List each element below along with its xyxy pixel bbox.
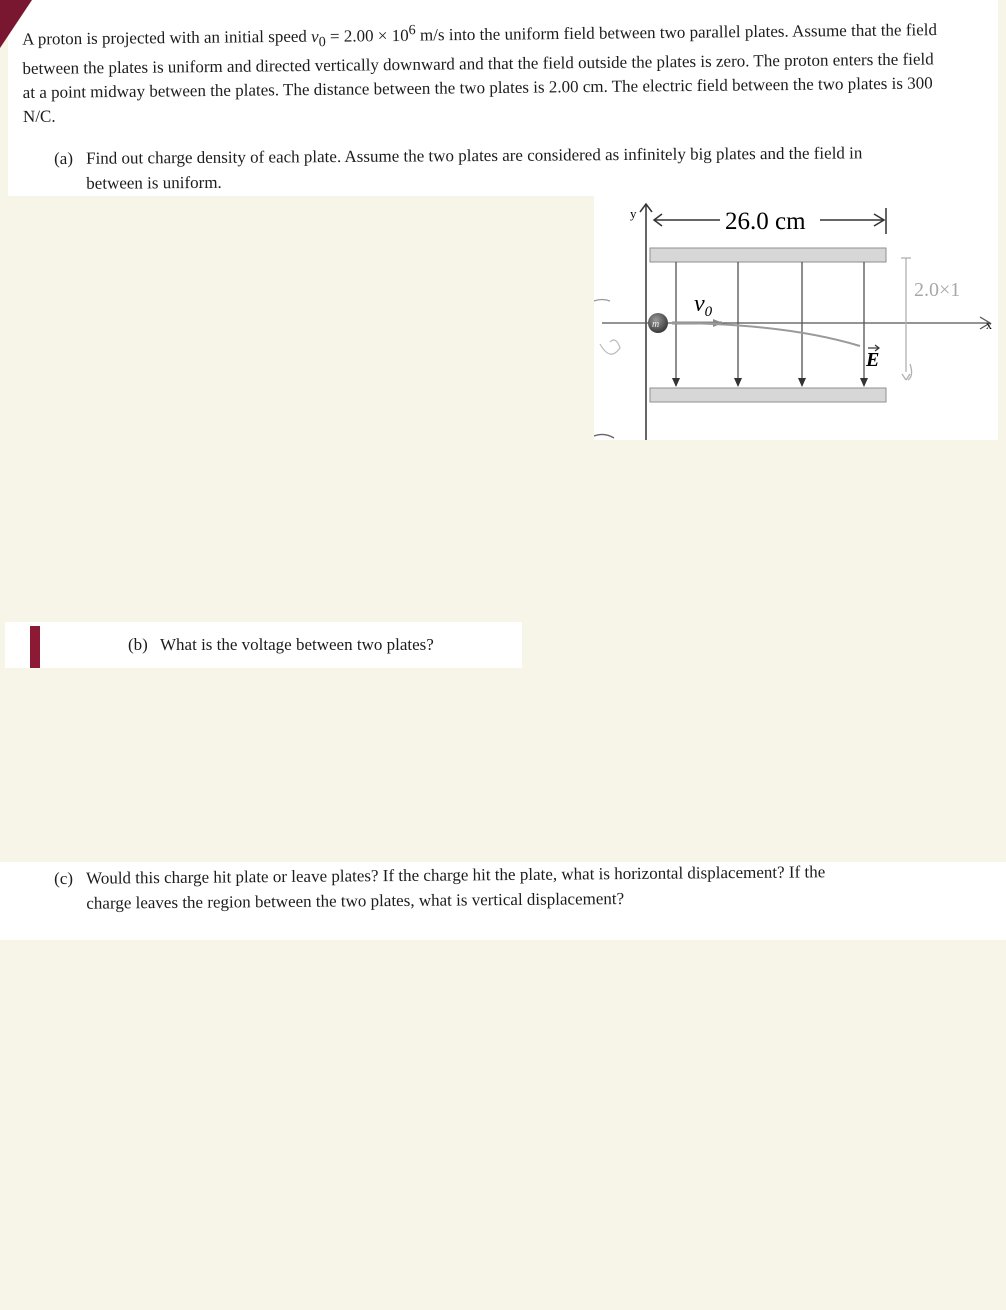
part-c-label: (c)	[54, 868, 74, 888]
part-c-text: Would this charge hit plate or leave plates? If the charge hit the plate, what is horizontal displacement? If the	[86, 862, 826, 888]
part-b-text: What is the voltage between two plates?	[160, 635, 434, 654]
handwritten-arrow-icon	[902, 364, 912, 380]
v0-expression	[311, 21, 416, 50]
v0-value: = 2.00 × 10	[325, 25, 409, 46]
part-c	[54, 858, 954, 916]
parallel-plate-diagram	[594, 196, 998, 440]
part-a-text: Find out charge density of each plate. Assume the two plates are considered as infinitely big plates and the field in	[86, 143, 863, 168]
section-marker	[30, 626, 40, 668]
part-a-label: (a)	[54, 148, 74, 168]
v0-symbol: v	[311, 26, 319, 46]
velocity-label: $v_0$	[694, 291, 713, 320]
problem-rest: Assume that the field between the plates is uniform and directed vertically downward and that the field outside the plates is zero. The proton enters the field at a point midway between the plates. The distance between the two plates is 2.00 cm. The electric field between the two plates is 300 N/C.	[22, 20, 938, 127]
problem-statement	[22, 12, 943, 129]
handwritten-mark	[594, 300, 610, 302]
field-label: E	[866, 349, 880, 371]
top-plate	[650, 248, 886, 262]
handwritten-stroke	[594, 434, 614, 438]
charge-label: m	[652, 319, 660, 330]
problem-line1-start: A proton is projected with an initial speed	[22, 26, 312, 49]
part-c-text-cont: charge leaves the region between the two plates, what is vertical displacement?	[86, 889, 625, 913]
part-b-label: (b)	[128, 635, 148, 654]
handwritten-note: 2.0×1	[914, 279, 961, 301]
handwritten-scribble	[600, 340, 620, 354]
v0-exponent: 6	[408, 21, 416, 38]
bottom-plate	[650, 388, 886, 402]
y-axis-label: y	[630, 206, 637, 221]
part-b	[128, 632, 528, 657]
x-axis-label: x	[986, 318, 992, 332]
part-a	[54, 140, 954, 196]
problem-line1-end: m/s into the uniform field between two parallel plates.	[415, 21, 789, 45]
part-a-text-cont: between is uniform.	[86, 172, 222, 193]
trajectory-path	[666, 323, 860, 346]
v0-subscript: 0	[318, 33, 326, 50]
plate-length-label: 26.0 cm	[725, 208, 806, 235]
